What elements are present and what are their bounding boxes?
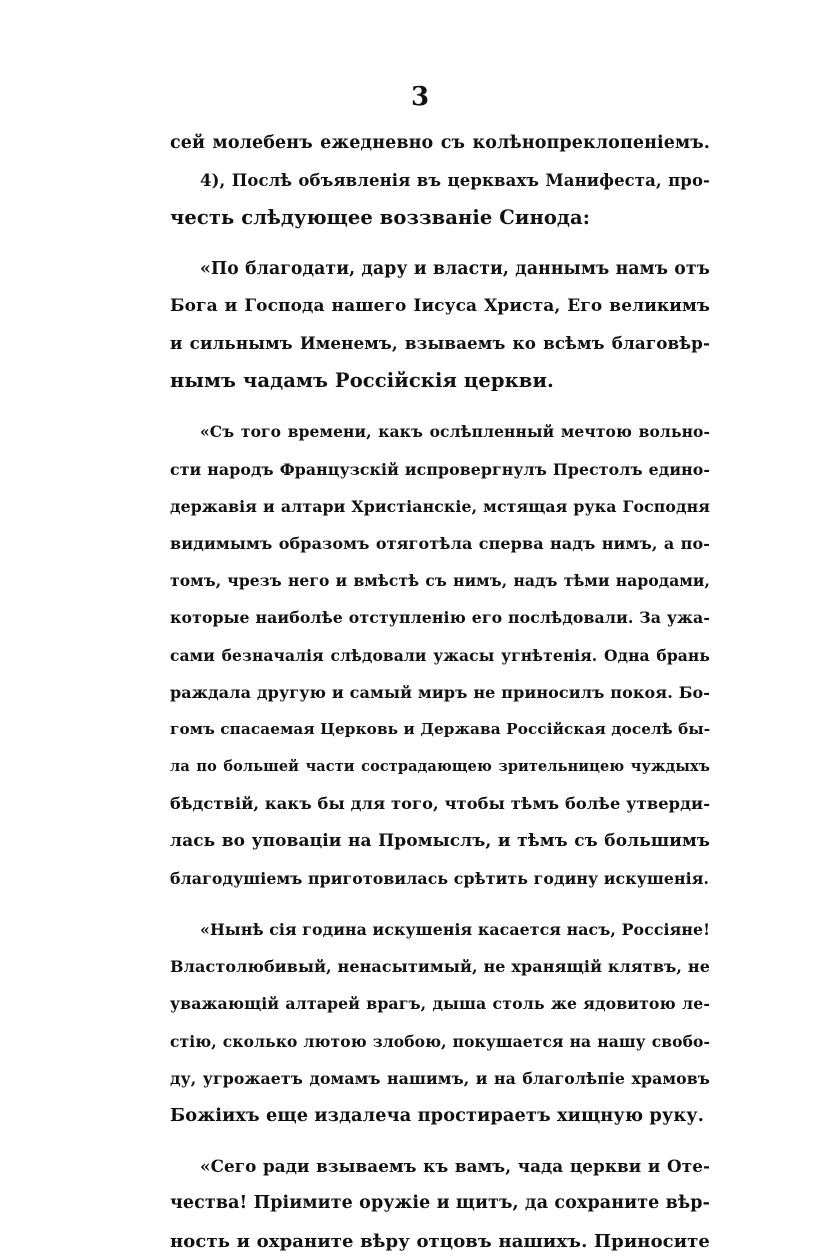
text-line: видимымъ образомъ отяготѣла сперва надъ нимъ, а по-: [170, 534, 710, 554]
text-line: «Сего ради взываемъ къ вамъ, чада церкви и Оте-: [200, 1156, 710, 1177]
paragraph-gap: [170, 897, 710, 911]
text-line: чества! Пріимите оружіе и щитъ, да сохраните вѣр-: [170, 1193, 710, 1214]
text-line: Властолюбивый, ненасытимый, не хранящій клятвъ, не: [170, 957, 710, 977]
page-body: [170, 125, 710, 1260]
text-line: честь слѣдующее воззваніе Синода:: [170, 206, 591, 230]
paragraph-1: [170, 251, 710, 400]
text-line: томъ, чрезъ него и вмѣстѣ съ нимъ, надъ тѣми народами,: [170, 571, 710, 591]
text-line: стію, сколько лютою злобою, покушается на нашу свобо-: [170, 1031, 710, 1051]
page-number: 3: [410, 82, 430, 112]
text-line: уважающій алтарей врагъ, дыша столь же ядовитою ле-: [170, 994, 710, 1014]
text-line: лась во уповаціи на Промыслъ, и тѣмъ съ большимъ: [170, 830, 710, 851]
text-line: 4), Послѣ объявленія въ церквахъ Манифеста, про-: [200, 171, 710, 191]
text-line: сти народъ Французскій испровергнулъ Престолъ едино-: [170, 459, 710, 479]
text-line: гомъ спасаемая Церковь и Держава Россійская доселѣ бы-: [170, 720, 711, 739]
text-line: благодушіемъ приготовилась срѣтить годину искушенія.: [170, 868, 710, 888]
text-line: сами безначалія слѣдовали ужасы угнѣтенія. Одна брань: [170, 645, 710, 665]
paragraph-4: [170, 1148, 710, 1260]
paragraph-gap: [170, 399, 710, 413]
text-line: сей молебенъ ежедневно съ колѣнопреклопеніемъ.: [170, 133, 710, 153]
paragraph-2: [170, 413, 710, 897]
text-line: «Нынѣ сія година искушенія касается насъ, Россіяне!: [200, 920, 711, 940]
text-line: ность и охраните вѣру отцовъ нашихъ. Приносите: [170, 1230, 710, 1252]
text-line: раждала другую и самый миръ не приносилъ покоя. Бо-: [170, 682, 710, 702]
text-line: «По благодати, дару и власти, даннымъ намъ отъ: [200, 258, 710, 279]
paragraph-3: [170, 911, 710, 1134]
text-line: «Съ того времени, какъ ослѣпленный мечтою вольно-: [200, 422, 710, 442]
text-line: бѣдствій, какъ бы для того, чтобы тѣмъ болѣе утверди-: [170, 794, 711, 814]
text-line: ла по большей части сострадающею зрительницею чуждыхъ: [170, 758, 710, 776]
paragraph-intro: [170, 125, 710, 237]
text-line: и сильнымъ Именемъ, взываемъ ко всѣмъ благовѣр-: [170, 333, 710, 354]
text-line: державія и алтари Христіанскіе, мстящая рука Господня: [170, 496, 710, 516]
text-line: Божіихъ еще издалеча простираетъ хищную руку.: [170, 1105, 705, 1127]
text-line: нымъ чадамъ Россійскія церкви.: [170, 369, 554, 393]
text-line: которые наиболѣе отступленію его послѣдовали. За ужа-: [170, 608, 710, 628]
paragraph-gap: [170, 1134, 710, 1148]
text-line: Бога и Господа нашего Іисуса Христа, Его великимъ: [170, 295, 710, 316]
paragraph-gap: [170, 237, 710, 251]
text-line: ду, угрожаетъ домамъ нашимъ, и на благолѣпіе храмовъ: [170, 1068, 710, 1088]
